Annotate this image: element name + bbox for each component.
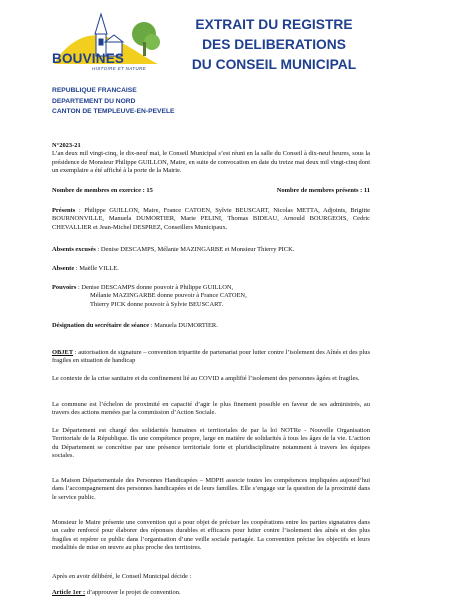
proxies-label: Pouvoirs (52, 284, 77, 291)
proxy-1: : Denise DESCAMPS donne pouvoir à Philippe GUILLON, (76, 284, 234, 291)
paragraph-decision: Après en avoir délibéré, le Conseil Municipal décide : (52, 573, 192, 580)
object-label: OBJET (52, 349, 74, 356)
article-1 (52, 589, 370, 597)
secretary-block (52, 322, 370, 330)
object-text: : autorisation de signature – convention tripartite de partenariat pour lutter contre l’isolement des Aînés et des plus fragiles en situation de handicap (52, 349, 370, 365)
members-present: Nombre de membres présents : 11 (276, 187, 370, 194)
excused-block (52, 246, 370, 254)
deliberation-number: N°2023-21 (52, 142, 81, 149)
excused-text: : Denise DESCAMPS, Mélanie MAZINGARBE et Monsieur Thierry PICK. (95, 246, 295, 253)
logo-tagline: HISTOIRE ET NATURE (92, 66, 146, 71)
title-line-2: DES DELIBERATIONS (202, 37, 346, 52)
secretary-label: Désignation du secrétaire de séance (52, 322, 150, 329)
preamble: L’an deux mil vingt-cinq, le dix-neuf mai, le Conseil Municipal s’est réuni en la salle du Conseil à dix-neuf heures, sous la présidence de Monsieur Philippe GUILLON, Maire, en suite de convocation en date du treize mai deux mil vingt-cinq dont un exemplaire a été affiché à la porte de la Mairie. (52, 150, 370, 174)
object-block (52, 349, 370, 366)
title-line-3: DU CONSEIL MUNICIPAL (191, 57, 357, 72)
authority-canton: CANTON DE TEMPLEUVE-EN-PEVELE (52, 108, 175, 116)
member-counts (52, 187, 370, 195)
excused-label: Absents excusés (52, 246, 96, 253)
article-label: Article 1er : (52, 589, 86, 596)
absent-text: : Maëlle VILLE. (74, 265, 119, 272)
authority-block (52, 86, 175, 118)
present-label: Présents (52, 207, 76, 214)
absent-block (52, 265, 370, 273)
paragraph-department: Le Département est chargé des solidarités humaines et territoriales de par la loi NOTRe - Nouvelle Organisation Territoriale de la République. Ils une compétence propre, large en matière de solidarités à tous les âges de la vie. L’action du Département se concrétise par une présence territoriale forte et pluridisciplinaire notamment à travers les équipes sociales. (52, 427, 370, 459)
article-text: d’approuver le projet de convention. (85, 589, 181, 596)
paragraph-mdph: La Maison Départementale des Personnes Handicapées – MDPH associe toutes les compétences impliquées aujourd’hui dans l’accompagnement des personnes handicapées et de leurs familles. Elle s’engage sur la question de la proximité dans le service public. (52, 477, 370, 501)
logo-church-icon (95, 14, 123, 56)
proxy-3: Thierry PICK donne pouvoir à Sylvie BEUSCART. (90, 300, 224, 308)
proxy-2: Mélanie MAZINGARBE donne pouvoir à France CATOEN, (90, 292, 247, 300)
absent-label: Absente (52, 265, 75, 272)
paragraph-convention: Monsieur le Maire présente une convention qui a pour objet de préciser les coopérations entre les parties signataires dans un cadre renforcé pour élaborer des réponses durables et efficaces pour lutter contre l’isolement des aînés et des plus fragiles et repérer ce public dans l’organisation d’une veille sociale partagée. La convention précise les objectifs et leurs modalités de mise en œuvre au plus proche des territoires. (52, 519, 370, 551)
secretary-text: : Manuela DUMORTIER. (149, 322, 218, 329)
authority-republic: REPUBLIQUE FRANCAISE (52, 87, 137, 94)
logo-name: BOUVINES (52, 51, 125, 66)
present-block (52, 207, 370, 232)
members-in-office: Nombre de membres en exercice : 15 (52, 187, 153, 194)
title-line-1: EXTRAIT DU REGISTRE (195, 17, 353, 32)
document-title (176, 15, 372, 75)
proxies-block (52, 284, 370, 309)
present-text: : Philippe GUILLON, Maire, France CATOEN, Sylvie BEUSCART, Nicolas METTA, Adjoints, Brigitte BOURNONVILLE, Manuela DUMORTIER, Marie PELINI, Thomas BIDEAU, Arnould BOURGEOIS, Cedric CHEVALLIER et Jean-Michel DESPREZ, Conseillers Municipaux. (52, 207, 370, 231)
authority-department: DEPARTEMENT DU NORD (52, 97, 136, 105)
deliberation-header (52, 142, 370, 175)
paragraph-commune: La commune est l’échelon de proximité en capacité d’agir le plus finement possible en faveur de ses administrés, au travers des actions menées par la commission d’Action Sociale. (52, 401, 370, 417)
paragraph-context: Le contexte de la crise sanitaire et du confinement lié au COVID a amplifié l’isolement des personnes âgées et fragiles. (52, 375, 360, 382)
